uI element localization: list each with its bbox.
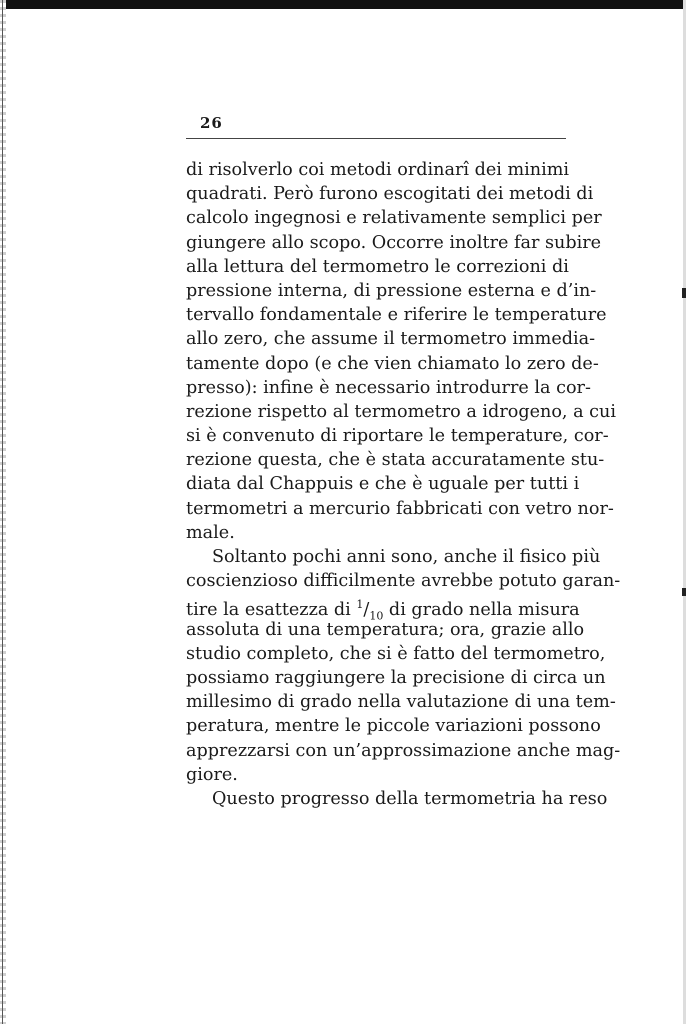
- text-line: coscienzioso difficilmente avrebbe potuto garan-: [186, 571, 621, 592]
- text-line: tervallo fondamentale e riferire le temperature: [186, 305, 607, 326]
- body-text: [186, 158, 621, 811]
- text-line: tamente dopo (e che vien chiamato lo zero de-: [186, 353, 599, 374]
- text-line: calcolo ingegnosi e relativamente semplici per: [186, 208, 602, 229]
- text-line: male.: [186, 522, 235, 543]
- text-line: apprezzarsi con un’approssimazione anche mag-: [186, 740, 621, 761]
- text-line: alla lettura del termometro le correzioni di: [186, 256, 569, 277]
- text-line: giungere allo scopo. Occorre inoltre far subire: [186, 232, 602, 253]
- text-line: diata dal Chappuis e che è uguale per tutti i: [186, 474, 580, 495]
- line-segment: di grado nella misura: [383, 600, 580, 621]
- text-line: millesimo di grado nella valutazione di una tem-: [186, 692, 616, 713]
- text-line: pressione interna, di pressione esterna e d’in-: [186, 280, 597, 301]
- paragraph-first-line: Soltanto pochi anni sono, anche il fisico più: [212, 547, 601, 567]
- text-line: assoluta di una temperatura; ora, grazie allo: [186, 619, 585, 640]
- text-line: rezione questa, che è stata accuratamente stu-: [186, 450, 605, 471]
- text-line: di risolverlo coi metodi ordinarî dei minimi: [186, 160, 570, 180]
- scan-top-border: [0, 0, 686, 9]
- text-line: peratura, mentre le piccole variazioni possono: [186, 716, 601, 737]
- page-number: 26: [200, 114, 223, 132]
- text-line: rezione rispetto al termometro a idrogeno, a cui: [186, 401, 616, 422]
- text-line: studio completo, che si è fatto del termometro,: [186, 643, 606, 664]
- scan-left-binding-line: [2, 0, 3, 1024]
- text-line: possiamo raggiungere la precisione di circa un: [186, 667, 606, 688]
- scan-left-edge: [0, 0, 6, 1024]
- text-line: allo zero, che assume il termometro immedia-: [186, 329, 596, 350]
- line-segment: tire la esattezza di: [186, 600, 357, 621]
- fraction-slash: /: [363, 600, 370, 621]
- text-line-with-fraction: [186, 593, 580, 623]
- scan-right-mark: [682, 288, 686, 298]
- fraction-numerator: 1: [356, 598, 364, 612]
- text-line: giore.: [186, 764, 238, 785]
- paragraph-first-line: Questo progresso della termometria ha reso: [212, 788, 608, 809]
- fraction-denominator: 10: [369, 609, 384, 623]
- text-line: quadrati. Però furono escogitati dei metodi di: [186, 184, 594, 205]
- scan-right-mark: [682, 588, 686, 596]
- header-rule: [186, 138, 566, 139]
- text-line: termometri a mercurio fabbricati con vetro nor-: [186, 498, 614, 519]
- text-line: si è convenuto di riportare le temperature, cor-: [186, 426, 609, 447]
- text-line: presso): infine è necessario introdurre la cor-: [186, 377, 591, 398]
